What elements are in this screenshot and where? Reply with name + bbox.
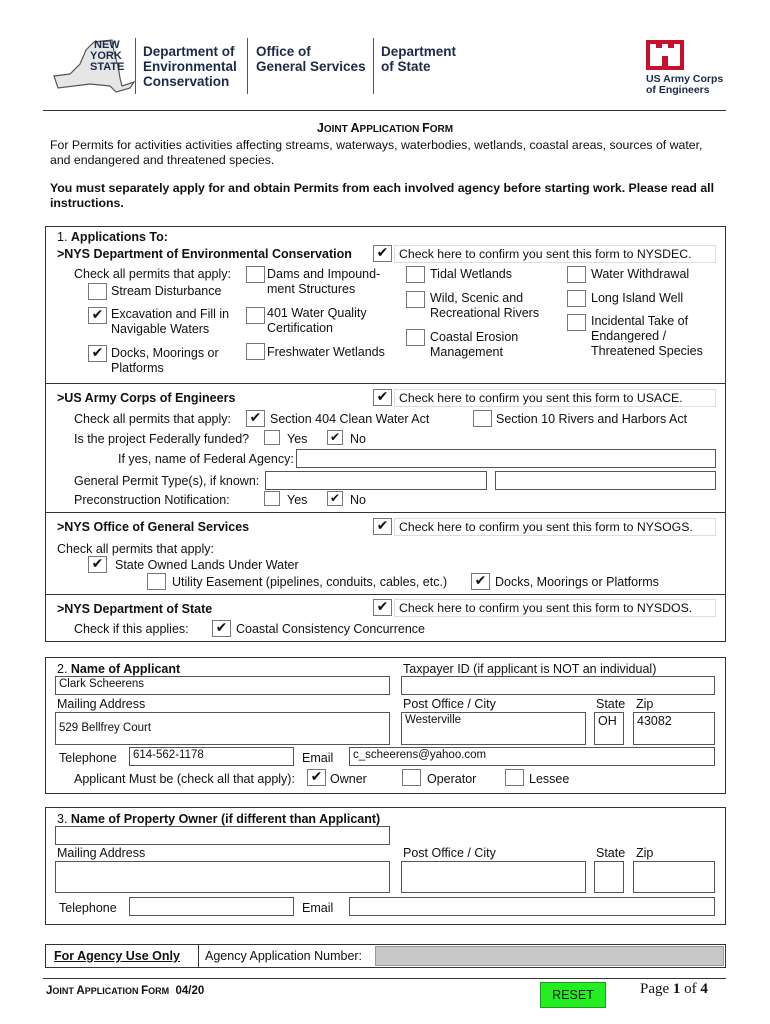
operator-label: Operator <box>427 772 477 786</box>
owner-state-input[interactable] <box>594 861 624 893</box>
applicant-mailing-input[interactable]: 529 Bellfrey Court <box>55 712 390 745</box>
section-divider <box>45 594 726 595</box>
funded-no-checkbox[interactable]: ✔ <box>327 430 343 445</box>
ogs-confirm-label: Check here to confirm you sent this form to NYSOGS. <box>394 518 716 536</box>
tidal-wetlands-checkbox[interactable] <box>406 266 425 283</box>
applicant-city-label: Post Office / City <box>403 697 496 711</box>
dec-check-all-label: Check all permits that apply: <box>74 267 232 281</box>
usace-heading: >US Army Corps of Engineers <box>57 391 236 405</box>
taxpayer-id-label: Taxpayer ID (if applicant is NOT an individual) <box>403 662 657 676</box>
state-owned-lands-label: State Owned Lands Under Water <box>115 558 299 572</box>
header-rule <box>43 110 726 111</box>
water-quality-checkbox[interactable] <box>246 307 265 324</box>
ny-logo-text-3: STATE <box>90 61 125 73</box>
usace-confirm-checkbox[interactable]: ✔ <box>373 389 392 406</box>
dec-confirm-checkbox[interactable]: ✔ <box>373 245 392 262</box>
owner-state-label: State <box>596 846 626 860</box>
owner-checkbox[interactable]: ✔ <box>307 769 326 786</box>
section-divider <box>45 383 726 384</box>
usace-castle-icon <box>646 40 684 70</box>
owner-telephone-label: Telephone <box>59 901 117 915</box>
pcn-no-label: No <box>350 493 366 507</box>
applicant-email-label: Email <box>302 751 334 765</box>
dos-confirm-checkbox[interactable]: ✔ <box>373 599 392 616</box>
dos-logo-line1: Department <box>381 44 457 59</box>
dec-logo-line3: Conservation <box>143 74 230 89</box>
dos-check-label: Check if this applies: <box>74 622 189 636</box>
long-island-well-label: Long Island Well <box>591 291 684 305</box>
excavation-fill-label: Excavation and Fill in Navigable Waters <box>111 307 230 336</box>
owner-mailing-label: Mailing Address <box>57 846 146 860</box>
pcn-yes-checkbox[interactable] <box>264 491 280 506</box>
lessee-label: Lessee <box>529 772 570 786</box>
ogs-logo <box>256 44 366 74</box>
wild-scenic-checkbox[interactable] <box>406 291 425 308</box>
ny-logo-text-2: YORK <box>90 50 122 62</box>
lessee-checkbox[interactable] <box>505 769 524 786</box>
coastal-erosion-label: Coastal Erosion Management <box>430 330 519 359</box>
dec-logo <box>143 44 237 89</box>
applicant-telephone-label: Telephone <box>59 751 117 765</box>
usace-logo-line2: of Engineers <box>646 84 710 96</box>
dos-logo <box>381 44 456 74</box>
excavation-fill-checkbox[interactable]: ✔ <box>88 307 107 324</box>
section-divider <box>45 512 726 513</box>
owner-city-input[interactable] <box>401 861 586 893</box>
page-number: Page 1 of 4 <box>640 981 708 997</box>
section-10-label: Section 10 Rivers and Harbors Act <box>496 412 688 426</box>
dec-docks-checkbox[interactable]: ✔ <box>88 345 107 362</box>
applicant-state-label: State <box>596 697 626 711</box>
coastal-consistency-checkbox[interactable]: ✔ <box>212 620 231 637</box>
warning-text: You must separately apply for and obtain Permits from each involved agency before starting work. Please read all instructions. <box>50 181 715 210</box>
owner-label: Owner <box>330 772 367 786</box>
funded-yes-checkbox[interactable] <box>264 430 280 445</box>
federally-funded-label: Is the project Federally funded? <box>74 432 250 446</box>
owner-zip-label: Zip <box>636 846 654 860</box>
operator-checkbox[interactable] <box>402 769 421 786</box>
owner-name-input[interactable] <box>55 826 390 845</box>
ny-state-logo <box>50 36 136 96</box>
dec-logo-line1: Department of <box>143 44 235 59</box>
wild-scenic-label: Wild, Scenic and Recreational Rivers <box>430 291 540 320</box>
applicant-name-input[interactable]: Clark Scheerens <box>55 676 390 695</box>
general-permit-input-1[interactable] <box>265 471 487 490</box>
section-3-title: 3. Name of Property Owner (if different than Applicant) <box>57 812 381 826</box>
applicant-mailing-label: Mailing Address <box>57 697 146 711</box>
dec-confirm-label: Check here to confirm you sent this form to NYSDEC. <box>394 245 716 263</box>
section-2-title: 2. Name of Applicant <box>57 662 181 676</box>
applicant-state-input[interactable]: OH <box>594 712 624 745</box>
pcn-no-checkbox[interactable]: ✔ <box>327 491 343 506</box>
federal-agency-label: If yes, name of Federal Agency: <box>118 452 294 466</box>
incidental-take-checkbox[interactable] <box>567 314 586 331</box>
funded-yes-label: Yes <box>287 432 308 446</box>
tidal-wetlands-label: Tidal Wetlands <box>430 267 512 281</box>
agency-divider <box>198 945 199 967</box>
ogs-logo-line2: General Services <box>256 59 366 74</box>
freshwater-wetlands-label: Freshwater Wetlands <box>267 345 385 359</box>
dec-heading: >NYS Department of Environmental Conservation <box>57 247 352 261</box>
logo-divider <box>135 38 136 94</box>
usace-logo <box>646 40 684 73</box>
water-quality-label: 401 Water Quality Certification <box>267 306 367 335</box>
owner-city-label: Post Office / City <box>403 846 496 860</box>
general-permit-label: General Permit Type(s), if known: <box>74 474 260 488</box>
ogs-docks-label: Docks, Moorings or Platforms <box>495 575 659 589</box>
funded-no-label: No <box>350 432 366 446</box>
freshwater-wetlands-checkbox[interactable] <box>246 343 265 360</box>
section-10-checkbox[interactable] <box>473 410 492 427</box>
applicant-zip-label: Zip <box>636 697 654 711</box>
stream-disturbance-label: Stream Disturbance <box>111 284 222 298</box>
coastal-consistency-label: Coastal Consistency Concurrence <box>236 622 425 636</box>
owner-zip-input[interactable] <box>633 861 715 893</box>
dos-logo-line2: of State <box>381 59 431 74</box>
dams-checkbox[interactable] <box>246 266 265 283</box>
owner-telephone-input[interactable] <box>129 897 294 916</box>
footer-form-name: JOINT APPLICATION FORM 04/20 <box>46 985 205 997</box>
section-1-title: 1. Applications To: <box>57 230 168 244</box>
taxpayer-id-input[interactable] <box>401 676 715 695</box>
long-island-well-checkbox[interactable] <box>567 290 586 307</box>
general-permit-input-2[interactable] <box>495 471 716 490</box>
reset-button[interactable]: RESET <box>540 982 606 1008</box>
usace-check-all-label: Check all permits that apply: <box>74 412 232 426</box>
ogs-heading: >NYS Office of General Services <box>57 520 250 534</box>
logo-divider <box>373 38 374 94</box>
dec-docks-label: Docks, Moorings or Platforms <box>111 346 219 375</box>
pcn-label: Preconstruction Notification: <box>74 493 230 507</box>
owner-email-input[interactable] <box>349 897 715 916</box>
owner-mailing-input[interactable] <box>55 861 390 893</box>
owner-email-label: Email <box>302 901 334 915</box>
ogs-check-all-label: Check all permits that apply: <box>57 542 215 556</box>
applicant-zip-input[interactable]: 43082 <box>633 712 715 745</box>
coastal-erosion-checkbox[interactable] <box>406 329 425 346</box>
section-404-checkbox[interactable]: ✔ <box>246 410 265 427</box>
utility-easement-label: Utility Easement (pipelines, conduits, cables, etc.) <box>172 575 448 589</box>
agency-use-label: For Agency Use Only <box>54 949 180 963</box>
agency-app-number-label: Agency Application Number: <box>205 949 363 963</box>
stream-disturbance-checkbox[interactable] <box>88 283 107 300</box>
applicant-city-input[interactable]: Westerville <box>401 712 586 745</box>
utility-easement-checkbox[interactable] <box>147 573 166 590</box>
ny-logo-text-1: NEW <box>94 39 120 51</box>
dec-logo-line2: Environmental <box>143 59 237 74</box>
usace-logo-line1: US Army Corps <box>646 73 724 85</box>
water-withdrawal-label: Water Withdrawal <box>591 267 690 281</box>
usace-confirm-label: Check here to confirm you sent this form to USACE. <box>394 389 716 407</box>
dams-label: Dams and Impound-ment Structures <box>267 267 381 296</box>
section-404-label: Section 404 Clean Water Act <box>270 412 430 426</box>
applicant-role-label: Applicant Must be (check all that apply): <box>74 772 295 786</box>
state-owned-lands-checkbox[interactable]: ✔ <box>88 556 107 573</box>
logo-divider <box>247 38 248 94</box>
ogs-logo-line1: Office of <box>256 44 311 59</box>
incidental-take-label: Incidental Take of Endangered / Threatened Species <box>591 314 703 358</box>
form-title: JOINT APPLICATION FORM <box>316 121 454 135</box>
ogs-confirm-checkbox[interactable]: ✔ <box>373 518 392 535</box>
dos-heading: >NYS Department of State <box>57 602 213 616</box>
ogs-docks-checkbox[interactable]: ✔ <box>471 573 490 590</box>
agency-app-number-input[interactable] <box>375 946 724 966</box>
applicant-email-input[interactable]: c_scheerens@yahoo.com <box>349 747 715 766</box>
water-withdrawal-checkbox[interactable] <box>567 266 586 283</box>
footer-rule <box>43 978 726 979</box>
federal-agency-input[interactable] <box>296 449 716 468</box>
usace-logo-text <box>646 74 723 96</box>
applicant-telephone-input[interactable]: 614-562-1178 <box>129 747 294 766</box>
pcn-yes-label: Yes <box>287 493 308 507</box>
intro-text: For Permits for activities activities affecting streams, waterways, waterbodies, wetlands, coastal areas, sources of water, and endangered and threatened species. <box>50 138 703 167</box>
dos-confirm-label: Check here to confirm you sent this form to NYSDOS. <box>394 599 716 617</box>
